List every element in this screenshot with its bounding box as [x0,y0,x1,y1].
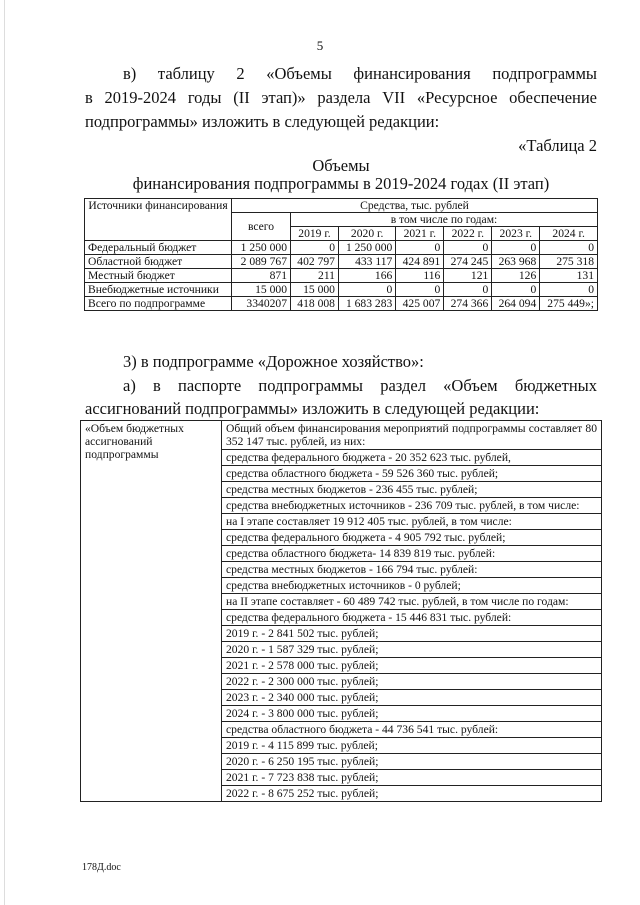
row-name: Внебюджетные источники [85,283,232,297]
table-label: «Таблица 2 [518,136,597,155]
header-by-years: в том числе по годам: [291,213,598,227]
table-title-2: финансирования подпрограммы в 2019-2024 годах (II этап) [132,174,550,193]
row-value: 425 007 [396,297,444,311]
passport-line: на II этапе составляет - 60 489 742 тыс. рублей, в том числе по годам: [222,594,601,610]
passport-line: средства федерального бюджета - 15 446 831 тыс. рублей: [222,610,601,626]
row-value: 0 [291,241,339,255]
header-year: 2021 г. [396,227,444,241]
paragraph-a-line1: а) в паспорте подпрограммы раздел «Объем бюджетных [123,376,597,395]
row-value: 0 [396,241,444,255]
row-value: 0 [444,283,492,297]
table-row [85,283,598,297]
row-value: 1 250 000 [338,241,395,255]
row-value: 433 117 [338,255,395,269]
paragraph-a-line2: ассигнований подпрограммы» изложить в следующей редакции: [85,399,540,418]
passport-line: на I этапе составляет 19 912 405 тыс. рублей, в том числе: [222,514,601,530]
row-value: 131 [540,269,598,283]
row-value: 424 891 [396,255,444,269]
row-value: 274 245 [444,255,492,269]
passport-line: средства местных бюджетов - 166 794 тыс. рублей: [222,562,601,578]
row-value: 121 [444,269,492,283]
row-value: 0 [492,283,540,297]
row-value: 126 [492,269,540,283]
header-year: 2024 г. [540,227,598,241]
passport-line: 2019 г. - 4 115 899 тыс. рублей; [222,738,601,754]
passport-line: средства областного бюджета - 59 526 360 тыс. рублей; [222,466,601,482]
row-value: 275 318 [540,255,598,269]
row-name: Федеральный бюджет [85,241,232,255]
passport-right-cell [222,421,602,802]
passport-line: средства федерального бюджета - 20 352 623 тыс. рублей, [222,450,601,466]
passport-line: средства областного бюджета - 44 736 541 тыс. рублей: [222,722,601,738]
paragraph-v-line3: подпрограммы» изложить в следующей редакции: [85,112,440,131]
passport-line: 2024 г. - 3 800 000 тыс. рублей; [222,706,601,722]
passport-line: 2022 г. - 8 675 252 тыс. рублей; [226,787,379,800]
passport-line: средства внебюджетных источников - 0 рублей; [222,578,601,594]
header-sources: Источники финансирования [85,199,232,241]
row-name: Местный бюджет [85,269,232,283]
scan-edge-line [4,0,5,905]
passport-line: 2021 г. - 2 578 000 тыс. рублей; [222,658,601,674]
row-value: 116 [396,269,444,283]
table-row [85,241,598,255]
footer-filename: 178Д.doc [82,862,121,873]
header-funds: Средства, тыс. рублей [232,199,598,213]
row-value: 264 094 [492,297,540,311]
passport-line: 2020 г. - 6 250 195 тыс. рублей; [222,754,601,770]
table-row [85,297,598,311]
table-title-1: Объемы [312,156,370,175]
row-total: 1 250 000 [232,241,291,255]
row-value: 274 366 [444,297,492,311]
passport-line: 2022 г. - 2 300 000 тыс. рублей; [222,674,601,690]
header-year: 2020 г. [338,227,395,241]
row-value: 0 [338,283,395,297]
row-value: 0 [492,241,540,255]
passport-left-cell: «Объем бюджетных ассигнований подпрограммы [81,421,222,802]
passport-line: средства федерального бюджета - 4 905 792 тыс. рублей; [222,530,601,546]
row-value: 166 [338,269,395,283]
header-year: 2022 г. [444,227,492,241]
row-value: 263 968 [492,255,540,269]
passport-line: 2021 г. - 7 723 838 тыс. рублей; [222,770,601,786]
table-row [85,255,598,269]
passport-line: 2020 г. - 1 587 329 тыс. рублей; [222,642,601,658]
table-row [85,269,598,283]
row-total: 3340207 [232,297,291,311]
passport-line: средства областного бюджета- 14 839 819 тыс. рублей: [222,546,601,562]
passport-line: средства местных бюджетов - 236 455 тыс. рублей; [222,482,601,498]
row-name: Областной бюджет [85,255,232,269]
row-value: 211 [291,269,339,283]
passport-line: Общий объем финансирования мероприятий подпрограммы составляет 80 352 147 тыс. рублей, из них: [222,421,601,450]
passport-line: 2019 г. - 2 841 502 тыс. рублей; [222,626,601,642]
row-total: 15 000 [232,283,291,297]
row-total: 871 [232,269,291,283]
passport-line: средства внебюджетных источников - 236 709 тыс. рублей, в том числе: [222,498,601,514]
row-value: 15 000 [291,283,339,297]
row-value: 0 [540,241,598,255]
row-total: 2 089 767 [232,255,291,269]
row-value: 1 683 283 [338,297,395,311]
row-value: 0 [540,283,598,297]
row-name: Всего по подпрограмме [85,297,232,311]
row-value: 275 449»; [540,297,598,311]
header-year: 2023 г. [492,227,540,241]
passport-line: 2023 г. - 2 340 000 тыс. рублей; [222,690,601,706]
paragraph-3: 3) в подпрограмме «Дорожное хозяйство»: [123,352,424,371]
paragraph-v-line1: в) таблицу 2 «Объемы финансирования подпрограммы [123,64,597,83]
row-value: 0 [444,241,492,255]
row-value: 418 008 [291,297,339,311]
passport-table [80,420,602,802]
paragraph-v-line2: в 2019-2024 годы (II этап)» раздела VII «Ресурсное обеспечение [85,88,597,107]
financing-table [84,198,598,311]
row-value: 402 797 [291,255,339,269]
header-year: 2019 г. [291,227,339,241]
row-value: 0 [396,283,444,297]
page-number: 5 [316,38,324,53]
header-total: всего [232,213,291,241]
